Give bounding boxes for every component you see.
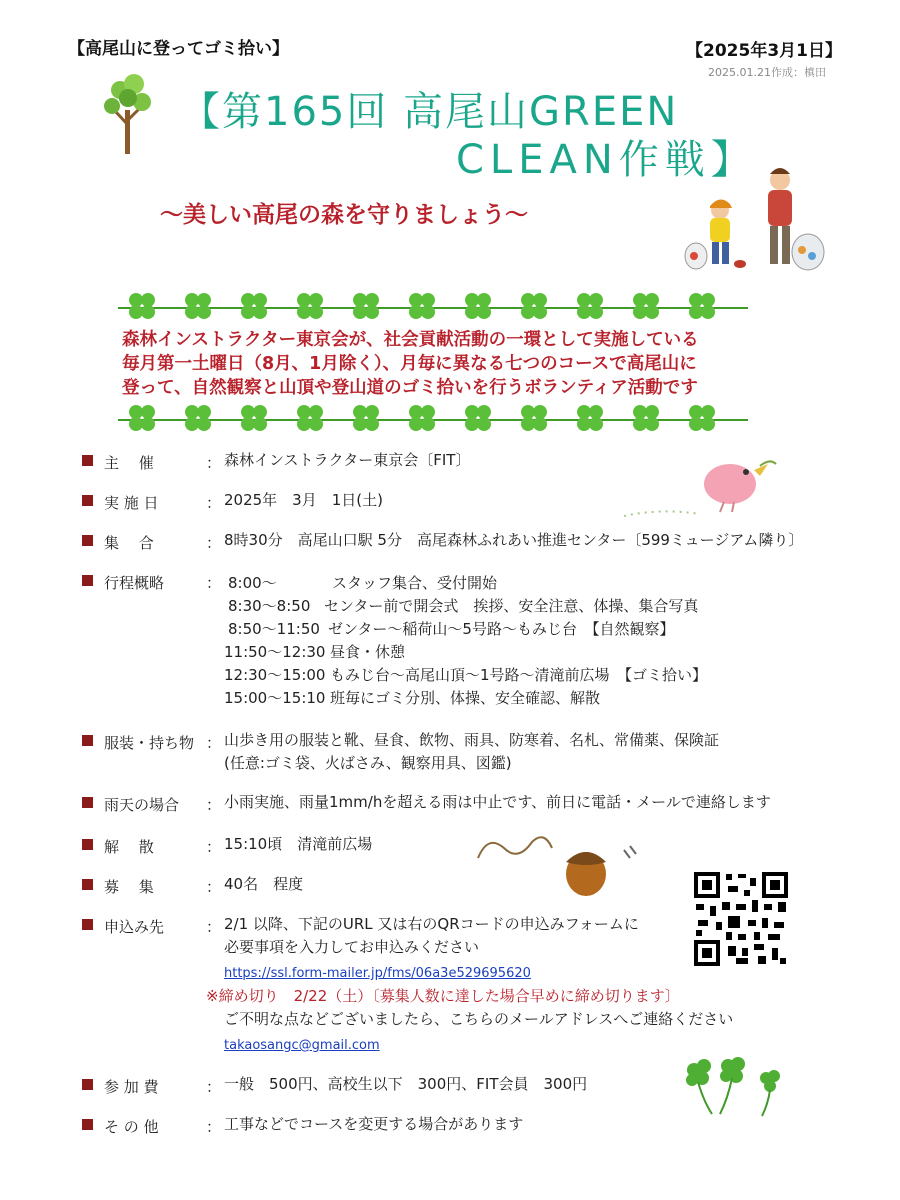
rain-label: 雨天の場合 — [104, 796, 180, 814]
recruit-label: 募 集 — [104, 878, 154, 896]
schedule-desc: 昼食・休憩 — [330, 643, 406, 661]
event-title-line2: CLEAN作戦】 — [456, 137, 757, 183]
schedule-time: 15:00～15:10 — [224, 689, 326, 707]
clothing-value: 山歩き用の服装と靴、昼食、飲物、雨具、防寒着、名札、常備薬、保険証 — [224, 731, 720, 749]
schedule-desc: 班毎にゴミ分別、体操、安全確認、解散 — [330, 689, 601, 707]
schedule-time: 8:30～8:50 — [228, 597, 311, 615]
fee-label: 参 加 費 — [104, 1078, 159, 1096]
volunteers-illustration — [680, 160, 830, 278]
created-note: 2025.01.21作成：槙田 — [708, 66, 826, 79]
event-title-line1: 【第165回 高尾山GREEN — [180, 89, 679, 135]
meeting-value: 8時30分 高尾山口駅 5分 高尾森林ふれあい推進センター〔599ミュージアム隣り〕 — [224, 531, 804, 549]
intro-line: 森林インストラクター東京会が、社会貢献活動の一環として実施している — [122, 330, 699, 350]
colon: ： — [206, 838, 222, 856]
bullet-square — [82, 919, 93, 930]
dismissal-label: 解 散 — [104, 838, 154, 856]
colon: ： — [206, 494, 222, 512]
event-subtitle: ～美しい高尾の森を守りましょう～ — [160, 202, 528, 228]
other-value: 工事などでコースを変更する場合があります — [224, 1115, 524, 1133]
fee-value: 一般 500円、高校生以下 300円、FIT会員 300円 — [224, 1075, 588, 1093]
date-label: 実 施 日 — [104, 494, 159, 512]
bird-illustration — [620, 450, 780, 530]
schedule-time: 8:00～ — [228, 574, 277, 592]
deadline-note: ※締め切り 2/22（土）〔募集人数に達した場合早めに締め切ります〕 — [206, 987, 680, 1005]
bullet-square — [82, 575, 93, 586]
bullet-square — [82, 879, 93, 890]
organizer-value: 森林インストラクター東京会〔FIT〕 — [224, 451, 471, 469]
bullet-square — [82, 839, 93, 850]
colon: ： — [206, 1118, 222, 1136]
clover-sprig-illustration — [680, 1054, 790, 1120]
colon: ： — [206, 1078, 222, 1096]
intro-line: 毎月第一土曜日（8月、1月除く）、月毎に異なる七つのコースで高尾山に — [122, 354, 697, 374]
header-topic: 【高尾山に登ってゴミ拾い】 — [68, 39, 289, 59]
other-label: そ の 他 — [104, 1118, 159, 1136]
application-url-link[interactable]: https://ssl.form-mailer.jp/fms/06a3e529695620 — [224, 966, 531, 981]
colon: ： — [206, 878, 222, 896]
schedule-desc: センター前で開会式 挨拶、安全注意、体操、集合写真 — [324, 597, 699, 615]
organizer-label: 主 催 — [104, 454, 154, 472]
schedule-time: 8:50～11:50 — [228, 620, 320, 638]
clover-border-top — [118, 288, 748, 324]
schedule-desc: ゼンター～稲荷山～5号路～もみじ台 【自然観察】 — [328, 620, 675, 638]
recruit-value: 40名 程度 — [224, 875, 304, 893]
tree-illustration — [98, 70, 158, 156]
colon: ： — [206, 454, 222, 472]
bullet-square — [82, 1119, 93, 1130]
bullet-square — [82, 1079, 93, 1090]
bullet-square — [82, 735, 93, 746]
colon: ： — [206, 734, 222, 752]
contact-email-link[interactable]: takaosangc@gmail.com — [224, 1038, 380, 1053]
intro-text — [122, 328, 762, 400]
schedule-desc: スタッフ集合、受付開始 — [332, 574, 498, 592]
colon: ： — [206, 796, 222, 814]
contact-note: ご不明な点などございましたら、こちらのメールアドレスへご連絡ください — [224, 1010, 734, 1028]
bullet-square — [82, 535, 93, 546]
colon: ： — [206, 918, 222, 936]
rain-value: 小雨実施、雨量1mm/hを超える雨は中止です、前日に電話・メールで連絡します — [224, 793, 771, 811]
clothing-optional: (任意:ゴミ袋、火ばさみ、観察用具、図鑑) — [224, 754, 512, 772]
bullet-square — [82, 455, 93, 466]
dismissal-value: 15:10頃 清滝前広場 — [224, 835, 373, 853]
bullet-square — [82, 495, 93, 506]
event-date-badge: 【2025年3月1日】 — [686, 41, 842, 61]
schedule-time: 12:30～15:00 — [224, 666, 326, 684]
schedule-label: 行程概略 — [104, 574, 165, 592]
date-value: 2025年 3月 1日(土) — [224, 491, 383, 509]
clothing-label: 服装・持ち物 — [104, 734, 195, 752]
apply-label: 申込み先 — [104, 918, 165, 936]
colon: ： — [206, 574, 222, 592]
acorn-illustration — [474, 828, 644, 900]
qr-code[interactable] — [692, 870, 790, 968]
schedule-desc: もみじ台～高尾山頂～1号路～清滝前広場 【ゴミ拾い】 — [330, 666, 708, 684]
schedule-time: 11:50～12:30 — [224, 643, 326, 661]
apply-instruction-2: 必要事項を入力してお申込みください — [224, 938, 480, 956]
apply-instruction: 2/1 以降、下記のURL 又は右のQRコードの申込みフォームに — [224, 915, 639, 933]
intro-line: 登って、自然観察と山頂や登山道のゴミ拾いを行うボランティア活動です — [122, 378, 698, 398]
bullet-square — [82, 797, 93, 808]
colon: ： — [206, 534, 222, 552]
meeting-label: 集 合 — [104, 534, 154, 552]
clover-border-bottom — [118, 400, 748, 436]
